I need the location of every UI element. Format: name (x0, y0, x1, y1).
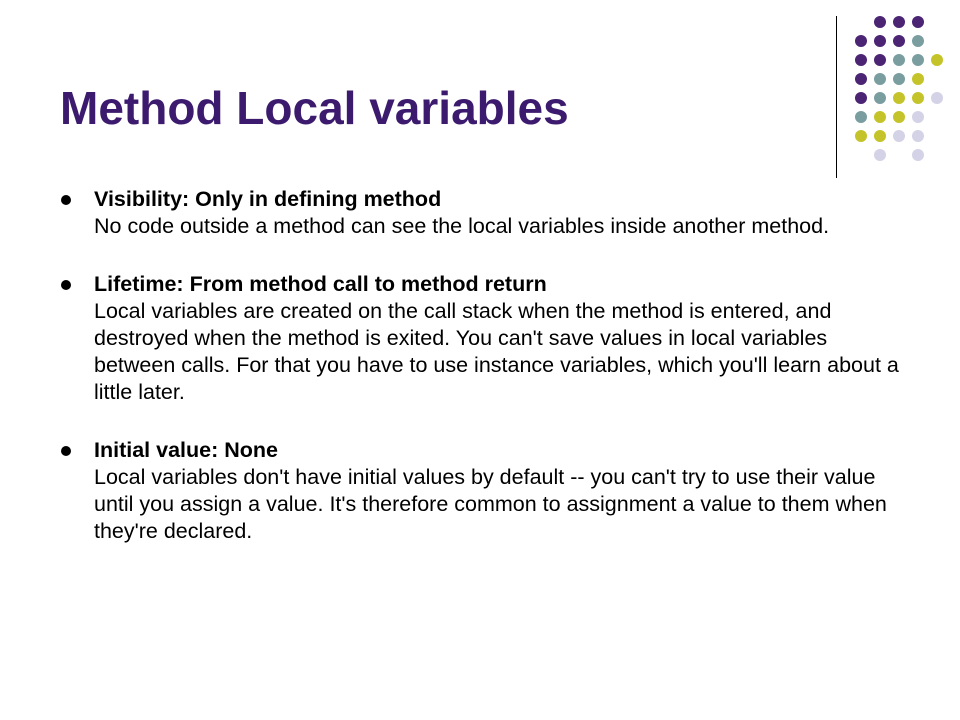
decorative-dot (912, 16, 924, 28)
decorative-dot (855, 54, 867, 66)
bullet-body: Local variables are created on the call stack when the method is entered, and destroyed when the method is exited. You can't save values in local variables between calls. For that you have to use instance variables, which you'll learn about a little later. (94, 299, 899, 404)
decorative-dot (912, 130, 924, 142)
decorative-dot (912, 54, 924, 66)
decorative-dot (893, 111, 905, 123)
decorative-dot (855, 130, 867, 142)
bullet-heading: Visibility: Only in defining method (94, 187, 442, 211)
decorative-dot (893, 92, 905, 104)
bullet-heading: Initial value: None (94, 438, 278, 462)
decorative-dot (855, 35, 867, 47)
decorative-dot (893, 54, 905, 66)
decorative-dot (874, 35, 886, 47)
decorative-dot (893, 16, 905, 28)
decorative-divider (836, 16, 837, 178)
bullet-heading: Lifetime: From method call to method return (94, 272, 547, 296)
bullet-marker-icon (61, 446, 71, 456)
bullet-marker-icon (61, 195, 71, 205)
bullet-item-lifetime (94, 271, 914, 406)
decorative-dot (874, 130, 886, 142)
decorative-dot (874, 73, 886, 85)
decorative-dot (855, 73, 867, 85)
decorative-dot (931, 92, 943, 104)
decorative-dot (893, 73, 905, 85)
decorative-dot (893, 130, 905, 142)
slide-title: Method Local variables (60, 82, 569, 134)
decorative-dot (874, 16, 886, 28)
decorative-dot (912, 92, 924, 104)
decorative-dot (912, 149, 924, 161)
decorative-dot (855, 92, 867, 104)
decorative-dot (912, 111, 924, 123)
bullet-body: Local variables don't have initial values by default -- you can't try to use their value until you assign a value. It's therefore common to assignment a value to them when they're declared. (94, 465, 887, 543)
decorative-dot (912, 73, 924, 85)
decorative-dot (874, 149, 886, 161)
decorative-dot (893, 35, 905, 47)
decorative-dot (931, 54, 943, 66)
bullet-marker-icon (61, 280, 71, 290)
decorative-dot (855, 111, 867, 123)
decorative-dot (874, 54, 886, 66)
decorative-dot (912, 35, 924, 47)
bullet-body: No code outside a method can see the local variables inside another method. (94, 214, 830, 238)
bullet-list (94, 186, 914, 545)
bullet-item-initial-value (94, 437, 914, 545)
decorative-dot (874, 92, 886, 104)
bullet-item-visibility (94, 186, 914, 240)
decorative-dot (874, 111, 886, 123)
